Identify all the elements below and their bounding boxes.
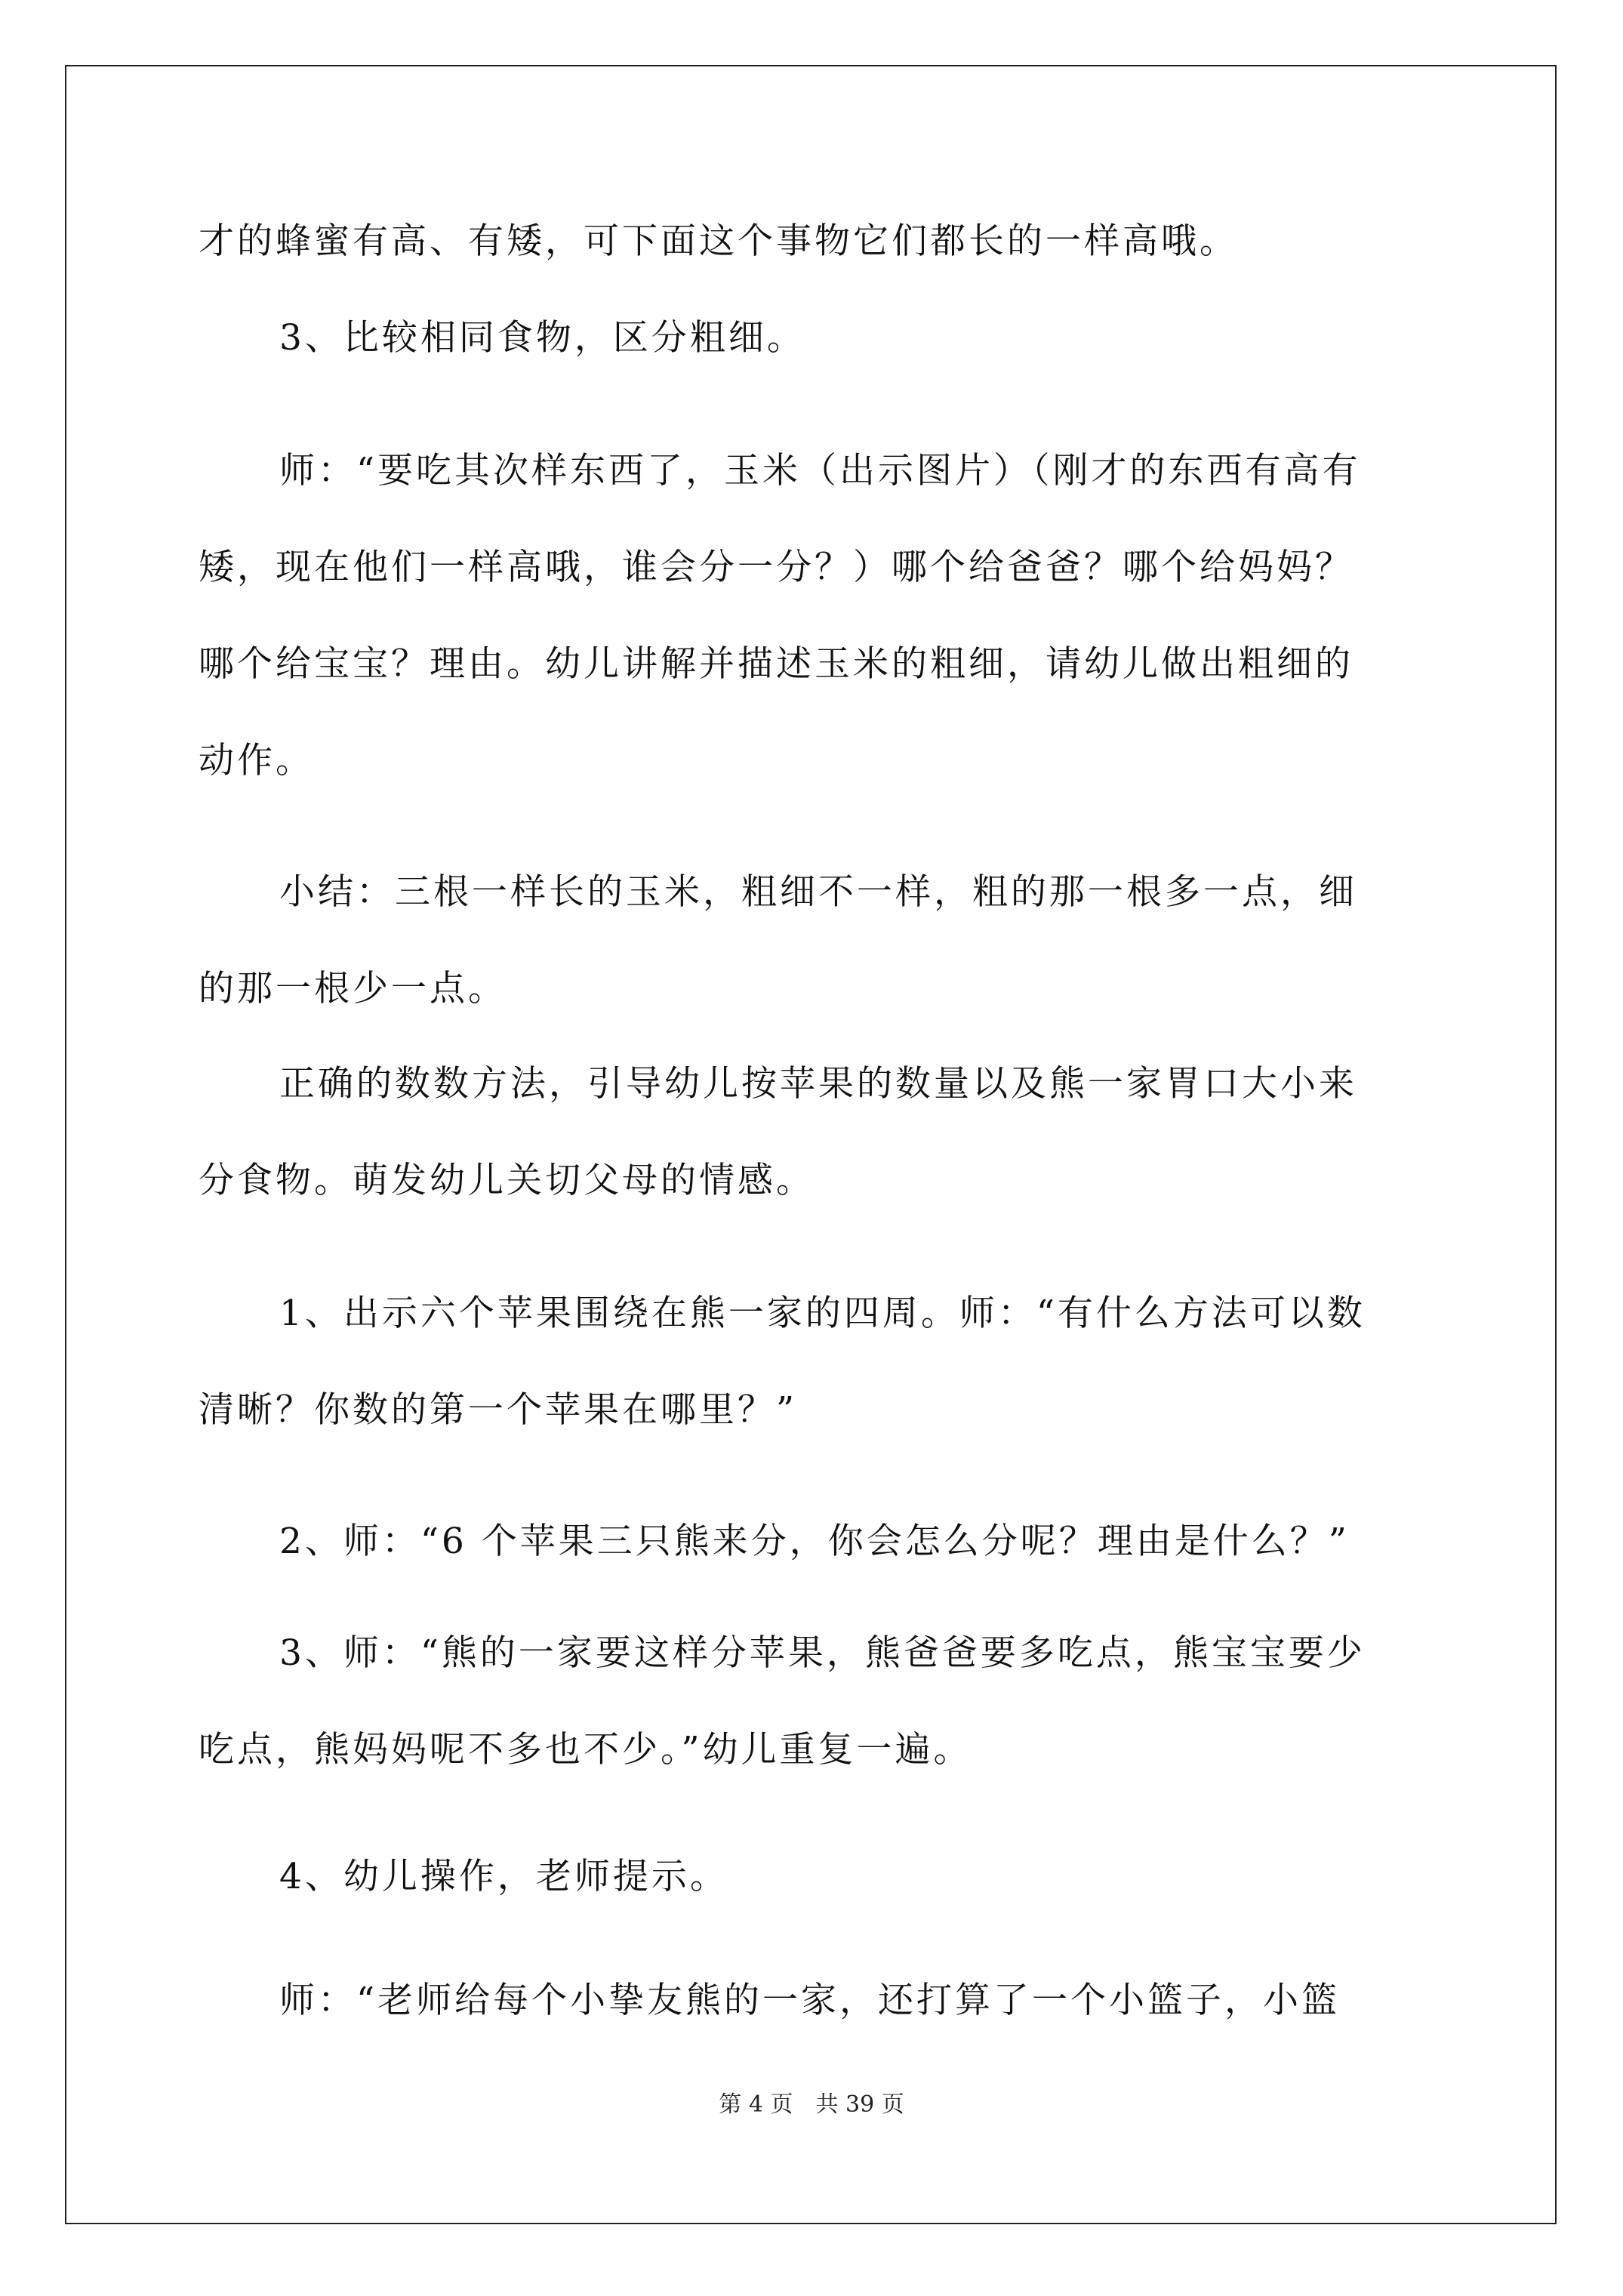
text-line: 矮，现在他们一样高哦，谁会分一分？）哪个给爸爸？哪个给妈妈？: [199, 547, 1354, 588]
text-line: 师：“要吃其次样东西了，玉米（出示图片）（刚才的东西有高有: [279, 450, 1361, 492]
text-line: 分食物。萌发幼儿关切父母的情感。: [199, 1160, 815, 1201]
text-line: 师：“老师给每个小挚友熊的一家，还打算了一个小篮子，小篮: [279, 1980, 1341, 2021]
text-line: 哪个给宝宝？理由。幼儿讲解并描述玉米的粗细，请幼儿做出粗细的: [199, 643, 1354, 685]
page-border: [65, 65, 1557, 2224]
text-line: 的那一根少一点。: [199, 968, 507, 1009]
text-line: 才的蜂蜜有高、有矮，可下面这个事物它们都长的一样高哦。: [199, 220, 1238, 262]
text-line: 4、幼儿操作，老师提示。: [279, 1856, 728, 1897]
text-line: 2、师：“6 个苹果三只熊来分，你会怎么分呢？理由是什么？”: [279, 1521, 1350, 1562]
text-line: 正确的数数方法，引导幼儿按苹果的数量以及熊一家胃口大小来: [279, 1063, 1357, 1105]
text-line: 3、师：“熊的一家要这样分苹果，熊爸爸要多吃点，熊宝宝要少: [279, 1632, 1366, 1674]
text-line: 小结：三根一样长的玉米，粗细不一样，粗的那一根多一点，细: [279, 871, 1357, 913]
text-line: 1、出示六个苹果围绕在熊一家的四周。师：“有什么方法可以数: [279, 1293, 1366, 1334]
page-number-footer: 第 4 页 共 39 页: [719, 2091, 904, 2118]
text-line: 清晰？你数的第一个苹果在哪里？”: [199, 1389, 798, 1431]
text-line: 3、比较相同食物，区分粗细。: [279, 317, 805, 359]
text-line: 动作。: [199, 740, 314, 781]
text-line: 吃点，熊妈妈呢不多也不少。”幼儿重复一遍。: [199, 1729, 972, 1771]
